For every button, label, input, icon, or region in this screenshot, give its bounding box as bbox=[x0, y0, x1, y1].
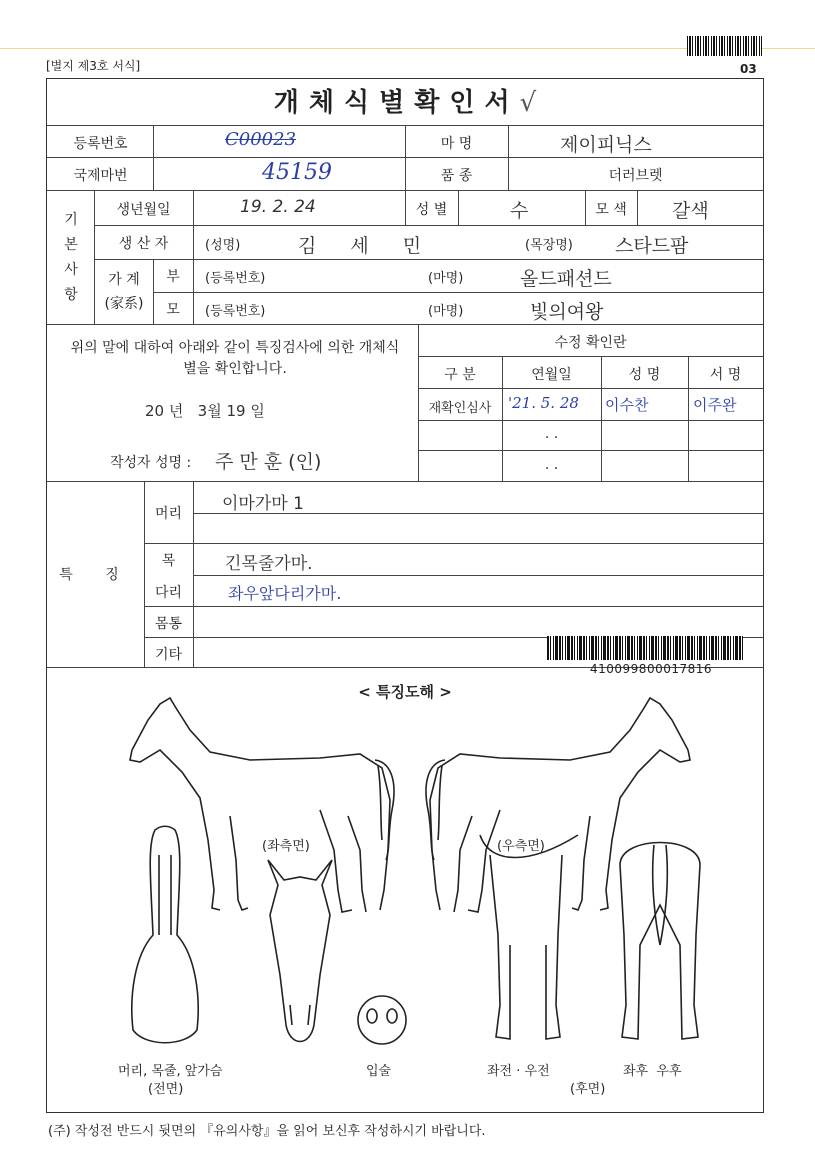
neck-value: 긴목줄가마. bbox=[225, 554, 313, 574]
diagram-title: < 특징도해 > bbox=[358, 683, 452, 701]
rear-legs-caption: 좌후 우후 bbox=[623, 1064, 682, 1079]
leg-label: 다리 bbox=[154, 585, 183, 601]
horse-front-legs-drawing bbox=[470, 825, 590, 1055]
horse-rear-drawing bbox=[610, 825, 710, 1055]
revision-header-sign: 서 명 bbox=[709, 367, 742, 383]
right-side-label: (우측면) bbox=[497, 839, 545, 854]
producer-name-sublabel: (성명) bbox=[205, 238, 241, 253]
dam-reg-sublabel: (등록번호) bbox=[205, 304, 266, 319]
grid-line bbox=[153, 292, 763, 293]
other-label: 기타 bbox=[154, 647, 183, 663]
birth-label: 생년월일 bbox=[116, 202, 171, 218]
horse-name-label: 마 명 bbox=[440, 136, 473, 152]
horse-muzzle-drawing bbox=[352, 990, 412, 1050]
horse-neck-front-drawing bbox=[125, 825, 205, 1055]
sire-reg-sublabel: (등록번호) bbox=[205, 271, 266, 286]
farm-sublabel: (목장명) bbox=[525, 238, 573, 253]
form-title: 개체식별확인서√ bbox=[273, 88, 537, 118]
dam-name-sublabel: (마명) bbox=[428, 304, 464, 319]
sex-label: 성 별 bbox=[415, 202, 448, 218]
grid-line bbox=[193, 481, 194, 667]
reg-no-label: 등록번호 bbox=[73, 136, 128, 152]
lineage-label: 가 계 (家系) bbox=[104, 272, 144, 312]
page-number: 03 bbox=[740, 62, 757, 76]
grid-line bbox=[94, 225, 763, 226]
revision-row-name: 이수찬 bbox=[605, 396, 649, 414]
confirm-date: 20 년 3월 19 일 bbox=[145, 402, 265, 420]
color-label: 모 색 bbox=[595, 202, 627, 218]
revision-row-date: '21. 5. 28 bbox=[508, 394, 579, 412]
revision-header-type: 구 분 bbox=[444, 367, 476, 383]
feature-barcode bbox=[547, 636, 743, 660]
horse-name-value: 제이피닉스 bbox=[560, 134, 652, 156]
producer-name-value: 김 세 민 bbox=[298, 235, 436, 257]
revision-row-sign: 이주완 bbox=[693, 396, 737, 414]
top-barcode bbox=[687, 36, 762, 56]
dam-value: 빛의여왕 bbox=[530, 301, 604, 323]
sire-label: 부 bbox=[166, 269, 180, 285]
grid-line bbox=[153, 125, 154, 190]
horse-head-front-drawing bbox=[250, 855, 350, 1055]
footer-note: (주) 작성전 반드시 뒷면의 『유의사항』을 읽어 보신후 작성하시기 바랍니다. bbox=[48, 1124, 486, 1139]
grid-line bbox=[94, 259, 763, 260]
grid-line bbox=[47, 324, 763, 325]
front-label: (전면) bbox=[148, 1082, 184, 1097]
author-label: 작성자 성명 : bbox=[110, 455, 192, 471]
breed-value: 더러브렛 bbox=[608, 168, 663, 184]
sex-value: 수 bbox=[510, 200, 529, 222]
revision-header-name: 성 명 bbox=[628, 367, 661, 383]
sire-name-sublabel: (마명) bbox=[428, 271, 464, 286]
grid-line bbox=[193, 190, 194, 324]
front-legs-caption: 좌전 · 우전 bbox=[487, 1064, 550, 1079]
front-caption: 머리, 목줄, 앞가슴 bbox=[118, 1064, 223, 1079]
revision-row-date: . . bbox=[544, 426, 559, 442]
sire-value: 올드패션드 bbox=[520, 268, 612, 290]
check-mark: √ bbox=[519, 88, 537, 118]
head-label: 머리 bbox=[154, 506, 183, 522]
grid-line bbox=[458, 190, 459, 225]
neck-label: 목 bbox=[161, 553, 176, 569]
features-section-label: 특 징 bbox=[59, 567, 133, 583]
grid-line bbox=[193, 575, 763, 576]
body-label: 몸통 bbox=[154, 616, 183, 632]
rear-label: (후면) bbox=[570, 1082, 606, 1097]
barcode-number: 410099800017816 bbox=[590, 662, 713, 676]
grid-line bbox=[144, 606, 763, 607]
farm-value: 스타드팜 bbox=[615, 235, 689, 257]
muzzle-caption: 입술 bbox=[366, 1064, 392, 1079]
grid-line bbox=[418, 356, 763, 357]
dam-label: 모 bbox=[166, 302, 180, 318]
head-value: 이마가마 1 bbox=[222, 494, 304, 514]
revision-title: 수정 확인란 bbox=[554, 335, 627, 351]
reg-no-value: C00023 bbox=[225, 129, 297, 150]
intl-no-value: 45159 bbox=[262, 160, 332, 185]
birth-value: 19. 2. 24 bbox=[240, 197, 316, 217]
grid-line bbox=[144, 543, 763, 544]
producer-label: 생 산 자 bbox=[118, 236, 169, 252]
leg-value: 좌우앞다리가마. bbox=[228, 584, 342, 603]
grid-line bbox=[418, 388, 763, 389]
basic-section-label: 기본사항 bbox=[64, 212, 78, 303]
left-side-label: (좌측면) bbox=[262, 839, 310, 854]
breed-label: 품 종 bbox=[440, 168, 473, 184]
revision-header-date: 연월일 bbox=[531, 367, 572, 383]
grid-line bbox=[47, 481, 763, 482]
revision-row-date: . . bbox=[544, 457, 559, 473]
color-value: 갈색 bbox=[672, 200, 709, 222]
grid-line bbox=[418, 420, 763, 421]
confirm-statement: 위의 말에 대하여 아래와 같이 특징검사에 의한 개체식별을 확인합니다. bbox=[70, 340, 400, 377]
revision-row-type: 재확인심사 bbox=[428, 401, 492, 416]
author-value: 주 만 훈 (인) bbox=[215, 451, 322, 473]
form-id: [별지 제3호 서식] bbox=[46, 59, 141, 73]
grid-line bbox=[418, 450, 763, 451]
grid-line bbox=[637, 190, 638, 225]
intl-no-label: 국제마번 bbox=[73, 168, 128, 184]
